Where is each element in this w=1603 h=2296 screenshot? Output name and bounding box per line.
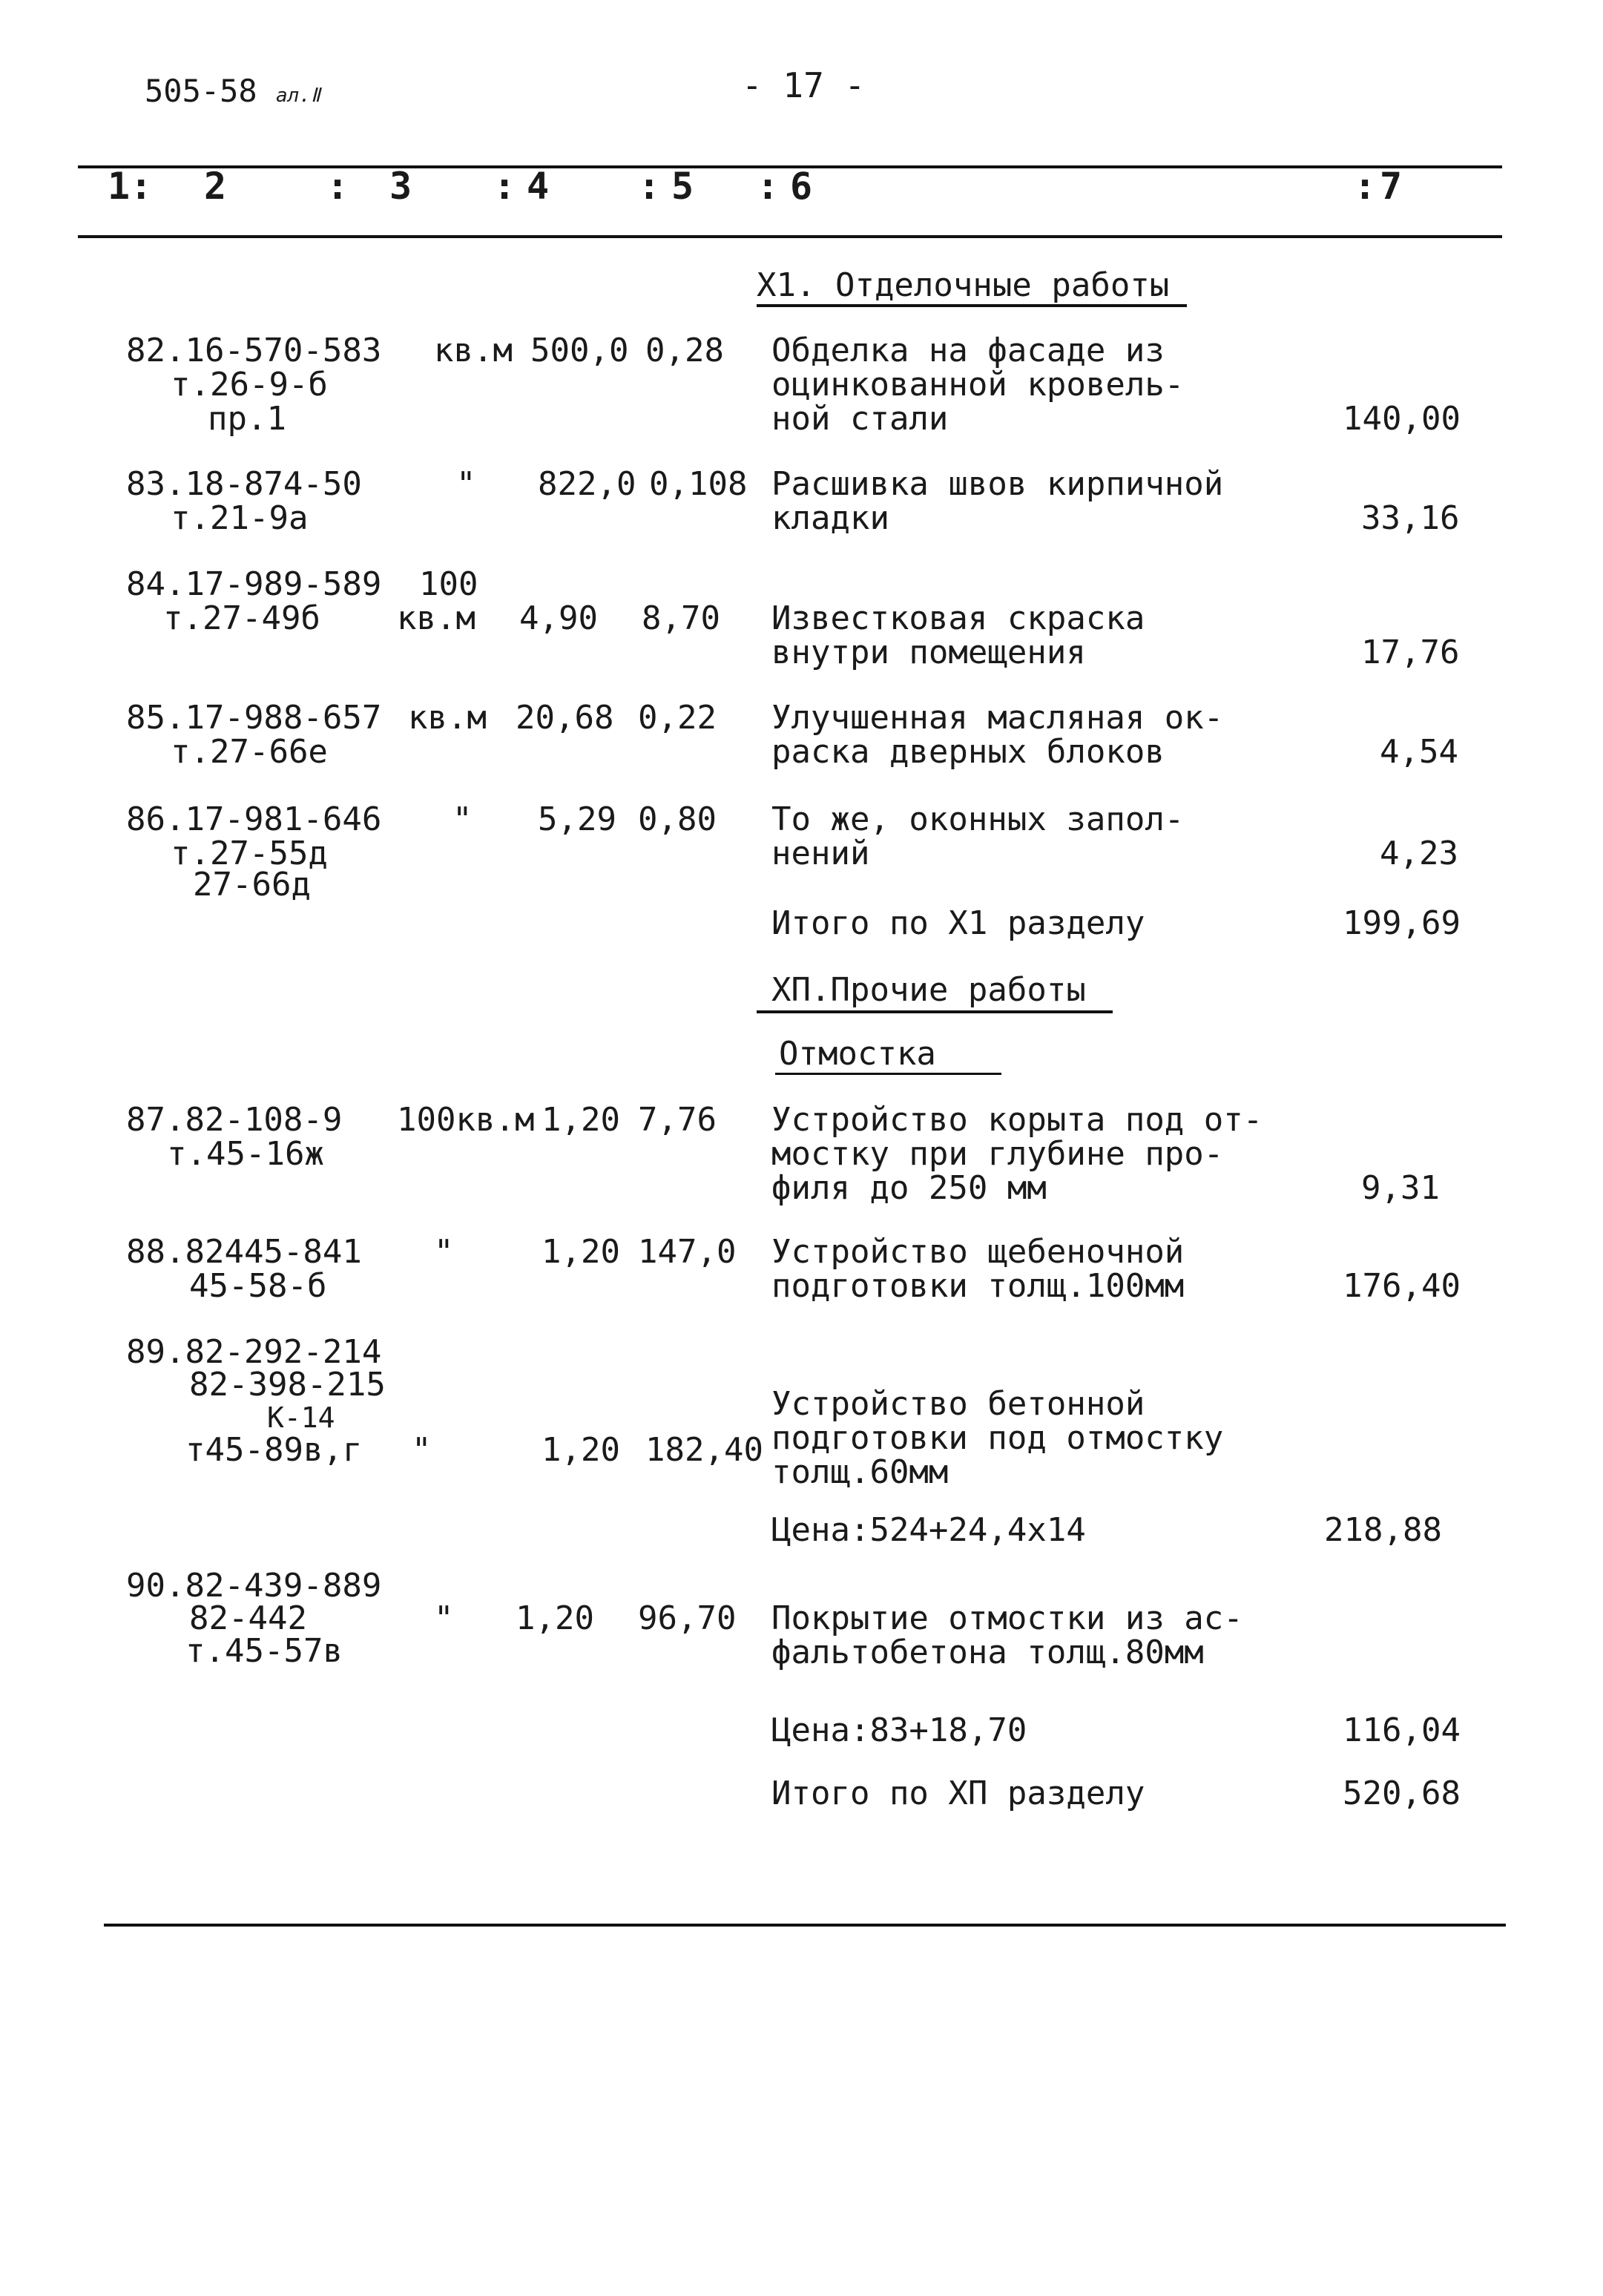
row-code: т.27-49б xyxy=(163,599,320,637)
row-price: 7,76 xyxy=(638,1101,717,1139)
subtotal-label: Итого по ХП разделу xyxy=(771,1774,1145,1812)
col-head-3: 3 xyxy=(389,165,412,208)
row-unit: кв.м xyxy=(408,699,487,737)
section-subtitle-underline xyxy=(775,1073,1001,1075)
row-price: 182,40 xyxy=(645,1431,763,1469)
section-title: ХП.Прочие работы xyxy=(771,971,1086,1009)
row-total: 140,00 xyxy=(1343,400,1461,438)
table-row-85 xyxy=(126,701,1506,775)
row-code: 84.17-989-589 xyxy=(126,565,382,603)
row-code: т.21-9а xyxy=(171,499,309,537)
row-unit: " xyxy=(412,1431,432,1469)
row-code: 90.82-439-889 xyxy=(126,1567,382,1605)
row-desc: раска дверных блоков xyxy=(771,733,1165,771)
row-desc: Устройство корыта под от- xyxy=(771,1101,1263,1139)
row-desc: мостку при глубине про- xyxy=(771,1135,1224,1173)
document-code-suffix: ал.Ⅱ xyxy=(276,85,320,107)
row-code: т.45-57в xyxy=(185,1632,343,1670)
row-code: К-14 xyxy=(267,1401,335,1434)
document-code-number: 505-58 xyxy=(145,73,257,109)
col-head-sep: : xyxy=(638,165,661,208)
row-code: 27-66д xyxy=(193,866,311,904)
row-qty: 500,0 xyxy=(530,332,629,369)
row-code: т45-89в,г xyxy=(185,1431,363,1469)
row-code: 87.82-108-9 xyxy=(126,1101,343,1139)
row-code: 86.17-981-646 xyxy=(126,800,382,838)
row-total: 9,31 xyxy=(1361,1169,1440,1207)
row-code: т.26-9-б xyxy=(171,366,328,404)
price-note: Цена:524+24,4х14 xyxy=(771,1511,1086,1549)
row-unit: " xyxy=(456,465,476,503)
col-head-6: 6 xyxy=(790,165,813,208)
row-code: 88.82445-841 xyxy=(126,1233,362,1271)
row-qty: 1,20 xyxy=(516,1599,594,1637)
row-desc: Покрытие отмостки из ас- xyxy=(771,1599,1243,1637)
col-head-4: 4 xyxy=(527,165,550,208)
row-code: 45-58-б xyxy=(189,1267,327,1305)
row-code: 82.16-570-583 xyxy=(126,332,382,369)
row-code: 82-398-215 xyxy=(189,1366,386,1404)
row-price: 8,70 xyxy=(642,599,720,637)
table-head-rule xyxy=(78,235,1502,238)
section-title-underline xyxy=(757,304,1187,307)
row-desc: То же, оконных запол- xyxy=(771,800,1185,838)
price-note: Цена:83+18,70 xyxy=(771,1711,1027,1749)
row-qty: 20,68 xyxy=(516,699,614,737)
row-unit: 100 xyxy=(419,565,478,603)
row-total: 33,16 xyxy=(1361,499,1460,537)
row-desc: Обделка на фасаде из xyxy=(771,332,1165,369)
row-total: 17,76 xyxy=(1361,634,1460,671)
row-code: т.45-16ж xyxy=(167,1135,324,1173)
row-qty: 822,0 xyxy=(538,465,636,503)
row-price: 147,0 xyxy=(638,1233,737,1271)
table-bottom-rule xyxy=(104,1924,1506,1927)
row-desc: подготовки толщ.100мм xyxy=(771,1267,1185,1305)
col-head-sep: : xyxy=(1354,165,1377,208)
row-desc: Известковая скраска xyxy=(771,599,1145,637)
subtotal-label: Итого по Х1 разделу xyxy=(771,904,1145,942)
row-total: 116,04 xyxy=(1343,1711,1461,1749)
section-subtitle: Отмостка xyxy=(779,1035,936,1073)
row-code: т.27-66е xyxy=(171,733,328,771)
row-unit: " xyxy=(434,1233,454,1271)
col-head-sep: : xyxy=(757,165,780,208)
row-unit: кв.м xyxy=(397,599,475,637)
subtotal-value: 199,69 xyxy=(1343,904,1461,942)
section-title: Х1. Отделочные работы xyxy=(757,266,1170,304)
col-head-sep: : xyxy=(493,165,516,208)
row-total: 218,88 xyxy=(1324,1511,1442,1549)
table-row-84 xyxy=(126,565,1506,671)
col-head-sep: : xyxy=(326,165,349,208)
page-number: - 17 - xyxy=(742,65,866,105)
row-desc: Расшивка швов кирпичной xyxy=(771,465,1224,503)
row-unit: кв.м xyxy=(434,332,513,369)
row-qty: 1,20 xyxy=(542,1233,620,1271)
row-unit: " xyxy=(452,800,473,838)
row-desc: Устройство бетонной xyxy=(771,1385,1145,1423)
row-desc: толщ.60мм xyxy=(771,1453,949,1491)
row-unit: 100кв.м xyxy=(397,1101,535,1139)
row-code: 83.18-874-50 xyxy=(126,465,362,503)
row-total: 176,40 xyxy=(1343,1267,1461,1305)
row-desc: внутри помещения xyxy=(771,634,1086,671)
table-row-88 xyxy=(126,1235,1506,1309)
row-total: 4,23 xyxy=(1380,835,1458,872)
document-code xyxy=(145,74,320,113)
table-row-83 xyxy=(126,467,1506,542)
row-qty: 4,90 xyxy=(519,599,598,637)
row-total: 4,54 xyxy=(1380,733,1458,771)
subtotal-value: 520,68 xyxy=(1343,1774,1461,1812)
col-head-7: 7 xyxy=(1380,165,1403,208)
row-code: пр.1 xyxy=(208,400,286,438)
row-desc: оцинкованной кровель- xyxy=(771,366,1185,404)
row-desc: подготовки под отмостку xyxy=(771,1419,1224,1457)
row-code: 89.82-292-214 xyxy=(126,1333,382,1371)
row-qty: 1,20 xyxy=(542,1431,620,1469)
row-price: 96,70 xyxy=(638,1599,737,1637)
row-desc: филя до 250 мм xyxy=(771,1169,1047,1207)
table-row-87 xyxy=(126,1103,1506,1207)
row-desc: Улучшенная масляная ок- xyxy=(771,699,1224,737)
row-qty: 5,29 xyxy=(538,800,616,838)
table-row-90 xyxy=(126,1569,1506,1673)
row-code: т.27-55д xyxy=(171,835,328,872)
row-price: 0,80 xyxy=(638,800,717,838)
row-qty: 1,20 xyxy=(542,1101,620,1139)
col-head-1: 1: xyxy=(108,165,153,208)
col-head-5: 5 xyxy=(671,165,694,208)
row-desc: Устройство щебеночной xyxy=(771,1233,1185,1271)
table-row-89 xyxy=(126,1335,1506,1513)
row-unit: " xyxy=(434,1599,454,1637)
col-head-2: 2 xyxy=(204,165,227,208)
row-code: 85.17-988-657 xyxy=(126,699,382,737)
row-price: 0,22 xyxy=(638,699,717,737)
section-title-underline xyxy=(757,1010,1113,1013)
row-price: 0,28 xyxy=(645,332,724,369)
row-price: 0,108 xyxy=(649,465,748,503)
table-row-86 xyxy=(126,800,1506,907)
row-code: 82-442 xyxy=(189,1599,307,1637)
row-desc: кладки xyxy=(771,499,889,537)
table-row-82 xyxy=(126,334,1506,438)
row-desc: ной стали xyxy=(771,400,949,438)
row-desc: фальтобетона толщ.80мм xyxy=(771,1634,1204,1671)
row-desc: нений xyxy=(771,835,870,872)
